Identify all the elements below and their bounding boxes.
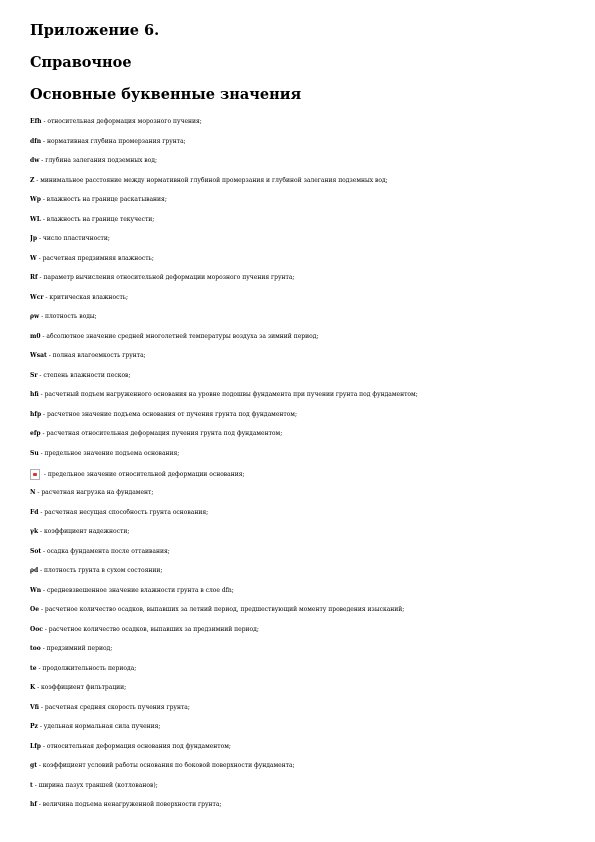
definition-item bbox=[30, 138, 565, 146]
definition-item bbox=[30, 782, 565, 790]
definition-symbol: Su bbox=[30, 449, 39, 457]
definition-symbol: hf bbox=[30, 801, 37, 808]
definition-text: - коэффициент фильтрации; bbox=[35, 684, 127, 691]
definition-item bbox=[30, 665, 565, 673]
definition-symbol: Sr bbox=[30, 371, 38, 379]
definition-symbol: γk bbox=[30, 528, 39, 535]
definition-text: - ширина пазух траншей (котлованов); bbox=[32, 781, 158, 789]
definition-symbol: Rf bbox=[30, 274, 38, 281]
definition-text: - критическая влажность; bbox=[43, 293, 129, 301]
appendix-title: Приложение 6. bbox=[30, 22, 160, 39]
definition-item bbox=[30, 274, 565, 282]
definition-symbol: t bbox=[30, 781, 33, 789]
definition-item bbox=[30, 430, 565, 438]
definition-text: - удельная нормальная сила пучения; bbox=[37, 723, 161, 730]
definition-item bbox=[30, 587, 565, 595]
definition-item bbox=[30, 313, 565, 321]
definition-item bbox=[30, 372, 565, 380]
definition-symbol: m0 bbox=[30, 332, 41, 340]
definition-item bbox=[30, 333, 565, 341]
definition-symbol: Wp bbox=[30, 196, 41, 203]
definition-item bbox=[30, 548, 565, 556]
definition-item bbox=[30, 177, 565, 185]
definition-item bbox=[30, 216, 565, 224]
definition-text: - плотность грунта в сухом состоянии; bbox=[38, 567, 163, 574]
definition-symbol: Lfp bbox=[30, 742, 41, 750]
definition-text: - параметр вычисления относительной деформации морозного пучения грунта; bbox=[37, 274, 295, 281]
definition-item bbox=[30, 255, 565, 263]
definition-item bbox=[30, 391, 565, 399]
definition-item bbox=[30, 157, 565, 165]
definition-item bbox=[30, 489, 565, 497]
definition-text: - средневзвешенное значение влажности грунта в слое dfn; bbox=[41, 586, 234, 594]
definition-text: - относительная деформация морозного пучения; bbox=[41, 118, 202, 125]
definition-text: - расчетное значение подъема основания от пучения грунта под фундаментом; bbox=[41, 410, 297, 418]
definition-text: - степень влажности песков; bbox=[37, 371, 131, 379]
definition-item bbox=[30, 294, 565, 302]
definition-item bbox=[30, 352, 565, 360]
definition-symbol: W bbox=[30, 254, 37, 262]
definition-text: - коэффициент условий работы основания по боковой поверхности фундамента; bbox=[36, 762, 295, 769]
definition-item bbox=[30, 762, 565, 770]
definition-symbol: Wn bbox=[30, 586, 42, 594]
definition-text: - число пластичности; bbox=[37, 235, 110, 242]
definition-symbol: te bbox=[30, 664, 37, 672]
definition-text: - расчетная предзимняя влажность; bbox=[36, 254, 154, 262]
definition-text: - расчетная средняя скорость пучения грунта; bbox=[39, 703, 190, 711]
broken-image-icon bbox=[30, 469, 40, 480]
definitions-list bbox=[30, 118, 565, 809]
definition-text: - предельное значение относительной деформации основания; bbox=[42, 471, 245, 478]
definition-item bbox=[30, 411, 565, 419]
definition-symbol: Z bbox=[30, 176, 35, 184]
definition-symbol: Pz bbox=[30, 723, 38, 730]
definition-text: - коэффициент надежности; bbox=[38, 528, 130, 535]
definition-text: - расчетный подъем нагруженного основания на уровне подошвы фундамента при пучении грунта под фундаментом; bbox=[38, 391, 418, 398]
definition-item bbox=[30, 509, 565, 517]
appendix-subtitle: Справочное bbox=[30, 54, 132, 71]
definition-text: - абсолютное значение средней многолетней температуры воздуха за зимний период; bbox=[40, 332, 319, 340]
definition-item bbox=[30, 450, 565, 458]
definition-symbol: hfp bbox=[30, 410, 42, 418]
definition-item bbox=[30, 801, 565, 809]
definition-item bbox=[30, 626, 565, 634]
definition-symbol: ρw bbox=[30, 313, 40, 320]
definition-item bbox=[30, 704, 565, 712]
definition-symbol: too bbox=[30, 645, 41, 652]
definition-text: - плотность воды; bbox=[39, 313, 97, 320]
definition-symbol: Vfi bbox=[30, 703, 40, 711]
definition-symbol: Fd bbox=[30, 508, 39, 516]
definition-item bbox=[30, 235, 565, 243]
definition-text: - предзимний период; bbox=[40, 645, 113, 652]
definition-symbol: dfn bbox=[30, 137, 42, 145]
definition-text: - предельное значение подъема основания; bbox=[38, 449, 180, 457]
definition-text: - глубина залегания подземных вод; bbox=[39, 157, 157, 164]
definition-item bbox=[30, 645, 565, 653]
definition-text: - расчетное количество осадков, выпавших за предзимний период; bbox=[42, 625, 259, 633]
definition-item bbox=[30, 606, 565, 614]
definition-text: - минимальное расстояние между нормативной глубиной промерзания и глубиной залегания подземных вод; bbox=[34, 176, 388, 184]
definition-symbol: WL bbox=[30, 215, 41, 223]
definition-symbol: Jp bbox=[30, 235, 38, 242]
definition-text: - полная влагоемкость грунта; bbox=[46, 352, 146, 359]
section-heading: Основные буквенные значения bbox=[30, 86, 302, 103]
definition-text: - расчетная нагрузка на фундамент; bbox=[35, 489, 154, 496]
definition-symbol: N bbox=[30, 489, 36, 496]
definition-item bbox=[30, 567, 565, 575]
definition-symbol: hfi bbox=[30, 391, 39, 398]
definition-symbol: efp bbox=[30, 430, 41, 437]
definition-item bbox=[30, 743, 565, 751]
definition-item bbox=[30, 684, 565, 692]
definition-item bbox=[30, 528, 565, 536]
definition-text: - относительная деформация основания под фундаментом; bbox=[41, 742, 231, 750]
definition-text: - расчетная несущая способность грунта основания; bbox=[38, 508, 209, 516]
definition-symbol: dw bbox=[30, 157, 40, 164]
definition-item bbox=[30, 196, 565, 204]
definition-symbol: Sot bbox=[30, 547, 42, 555]
definition-symbol: K bbox=[30, 684, 36, 691]
definition-text: - влажность на границе раскатывания; bbox=[40, 196, 167, 203]
definition-item bbox=[30, 469, 565, 481]
definition-symbol: Efh bbox=[30, 118, 42, 125]
definition-symbol: Ooc bbox=[30, 625, 43, 633]
definition-symbol: Wcr bbox=[30, 293, 44, 301]
definition-text: - продолжительность периода; bbox=[36, 664, 137, 672]
definition-symbol: Oe bbox=[30, 606, 40, 613]
definition-text: - нормативная глубина промерзания грунта; bbox=[41, 137, 186, 145]
definition-text: - величина подъема ненагруженной поверхности грунта; bbox=[36, 801, 222, 808]
definition-item bbox=[30, 723, 565, 731]
definition-symbol: gt bbox=[30, 762, 37, 769]
definition-symbol: ρd bbox=[30, 567, 39, 574]
definition-text: - осадка фундамента после оттаивания; bbox=[41, 547, 170, 555]
definition-item bbox=[30, 118, 565, 126]
definition-symbol: Wsat bbox=[30, 352, 47, 359]
definition-text: - расчетное количество осадков, выпавших за летний период, предшествующий моменту проведения изысканий; bbox=[39, 606, 405, 613]
definition-text: - расчетная относительная деформация пучения грунта под фундаментом; bbox=[40, 430, 283, 437]
definition-text: - влажность на границе текучести; bbox=[40, 215, 155, 223]
